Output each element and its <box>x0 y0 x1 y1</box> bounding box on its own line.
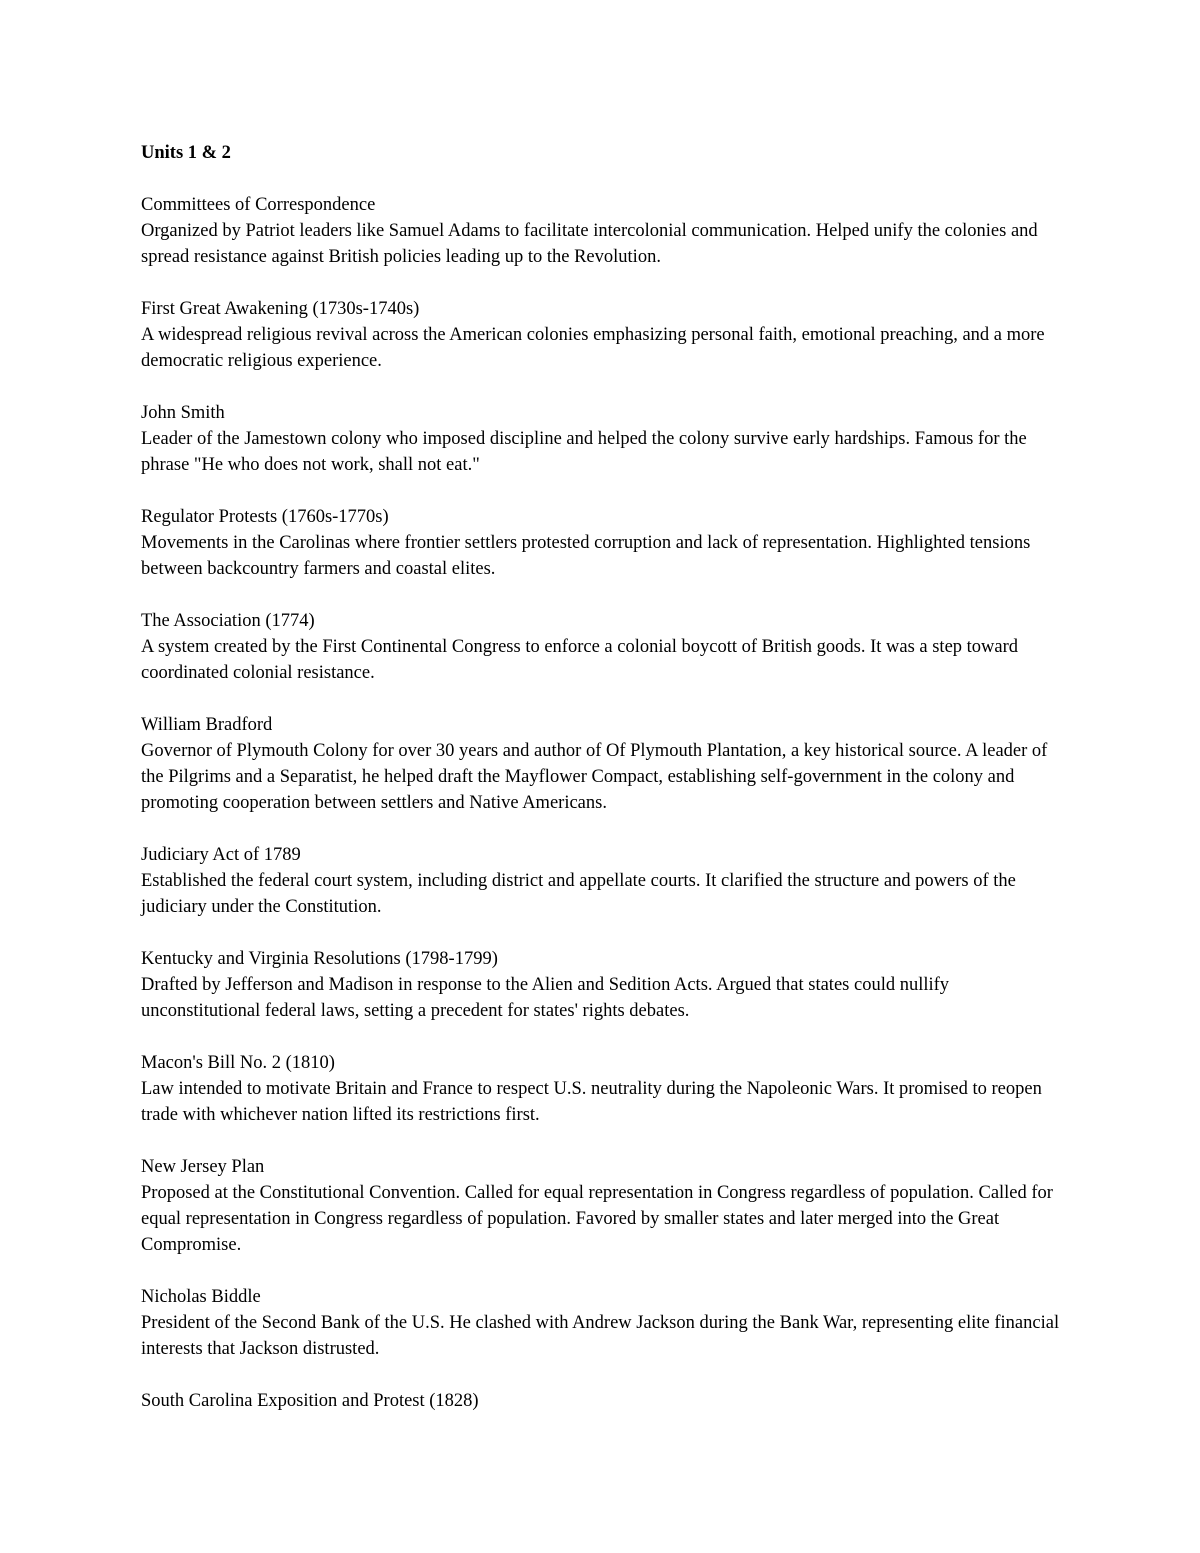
glossary-term: Regulator Protests (1760s-1770s) <box>141 507 389 527</box>
glossary-definition: Proposed at the Constitutional Convention. Called for equal representation in Congress regardless of population. Called for equal representation in Congress regardless of population. Favored by smaller states and later merged into the Great Compromise. <box>141 1183 1053 1255</box>
glossary-entry <box>141 1284 1071 1362</box>
glossary-definition: Established the federal court system, including district and appellate courts. It clarified the structure and powers of the judiciary under the Constitution. <box>141 871 1016 917</box>
glossary-entry <box>141 400 1071 478</box>
glossary-entry <box>141 608 1071 686</box>
glossary-definition: Governor of Plymouth Colony for over 30 years and author of Of Plymouth Plantation, a key historical source. A leader of the Pilgrims and a Separatist, he helped draft the Mayflower Compact, establishing self-government in the colony and promoting cooperation between settlers and Native Americans. <box>141 741 1048 813</box>
glossary-definition: A system created by the First Continental Congress to enforce a colonial boycott of British goods. It was a step toward coordinated colonial resistance. <box>141 637 1019 683</box>
glossary-definition: Drafted by Jefferson and Madison in response to the Alien and Sedition Acts. Argued that states could nullify unconstitutional federal laws, setting a precedent for states' rights debates. <box>141 975 950 1021</box>
glossary-entry <box>141 712 1071 816</box>
document-title: Units 1 & 2 <box>141 143 231 163</box>
glossary-definition: Leader of the Jamestown colony who imposed discipline and helped the colony survive early hardships. Famous for the phrase "He who does not work, shall not eat." <box>141 429 1027 475</box>
glossary-definition: A widespread religious revival across the American colonies emphasizing personal faith, emotional preaching, and a more democratic religious experience. <box>141 325 1045 371</box>
glossary-definition: Law intended to motivate Britain and France to respect U.S. neutrality during the Napoleonic Wars. It promised to reopen trade with whichever nation lifted its restrictions first. <box>141 1079 1042 1125</box>
glossary-definition: Organized by Patriot leaders like Samuel Adams to facilitate intercolonial communication. Helped unify the colonies and spread resistance against British policies leading up to the Revolution. <box>141 221 1038 267</box>
glossary-term: Nicholas Biddle <box>141 1287 261 1307</box>
glossary-term: Macon's Bill No. 2 (1810) <box>141 1053 335 1073</box>
glossary-entry <box>141 504 1071 582</box>
glossary-term: South Carolina Exposition and Protest (1828) <box>141 1391 479 1411</box>
document-content <box>141 140 1071 1440</box>
glossary-term: John Smith <box>141 403 225 423</box>
glossary-term: Committees of Correspondence <box>141 195 376 215</box>
glossary-term: New Jersey Plan <box>141 1157 265 1177</box>
glossary-entry <box>141 1154 1071 1258</box>
glossary-term: First Great Awakening (1730s-1740s) <box>141 299 420 319</box>
glossary-term: Kentucky and Virginia Resolutions (1798-1799) <box>141 949 498 969</box>
glossary-entry <box>141 296 1071 374</box>
glossary-term: William Bradford <box>141 715 273 735</box>
glossary-entry <box>141 946 1071 1024</box>
glossary-term: Judiciary Act of 1789 <box>141 845 301 865</box>
glossary-entry <box>141 1050 1071 1128</box>
glossary-term: The Association (1774) <box>141 611 315 631</box>
glossary-definition: President of the Second Bank of the U.S. He clashed with Andrew Jackson during the Bank War, representing elite financial interests that Jackson distrusted. <box>141 1313 1060 1359</box>
glossary-entry <box>141 842 1071 920</box>
glossary-entry <box>141 192 1071 270</box>
glossary-entry <box>141 1388 1071 1414</box>
glossary-list <box>141 192 1071 1414</box>
glossary-definition: Movements in the Carolinas where frontier settlers protested corruption and lack of representation. Highlighted tensions between backcountry farmers and coastal elites. <box>141 533 1031 579</box>
